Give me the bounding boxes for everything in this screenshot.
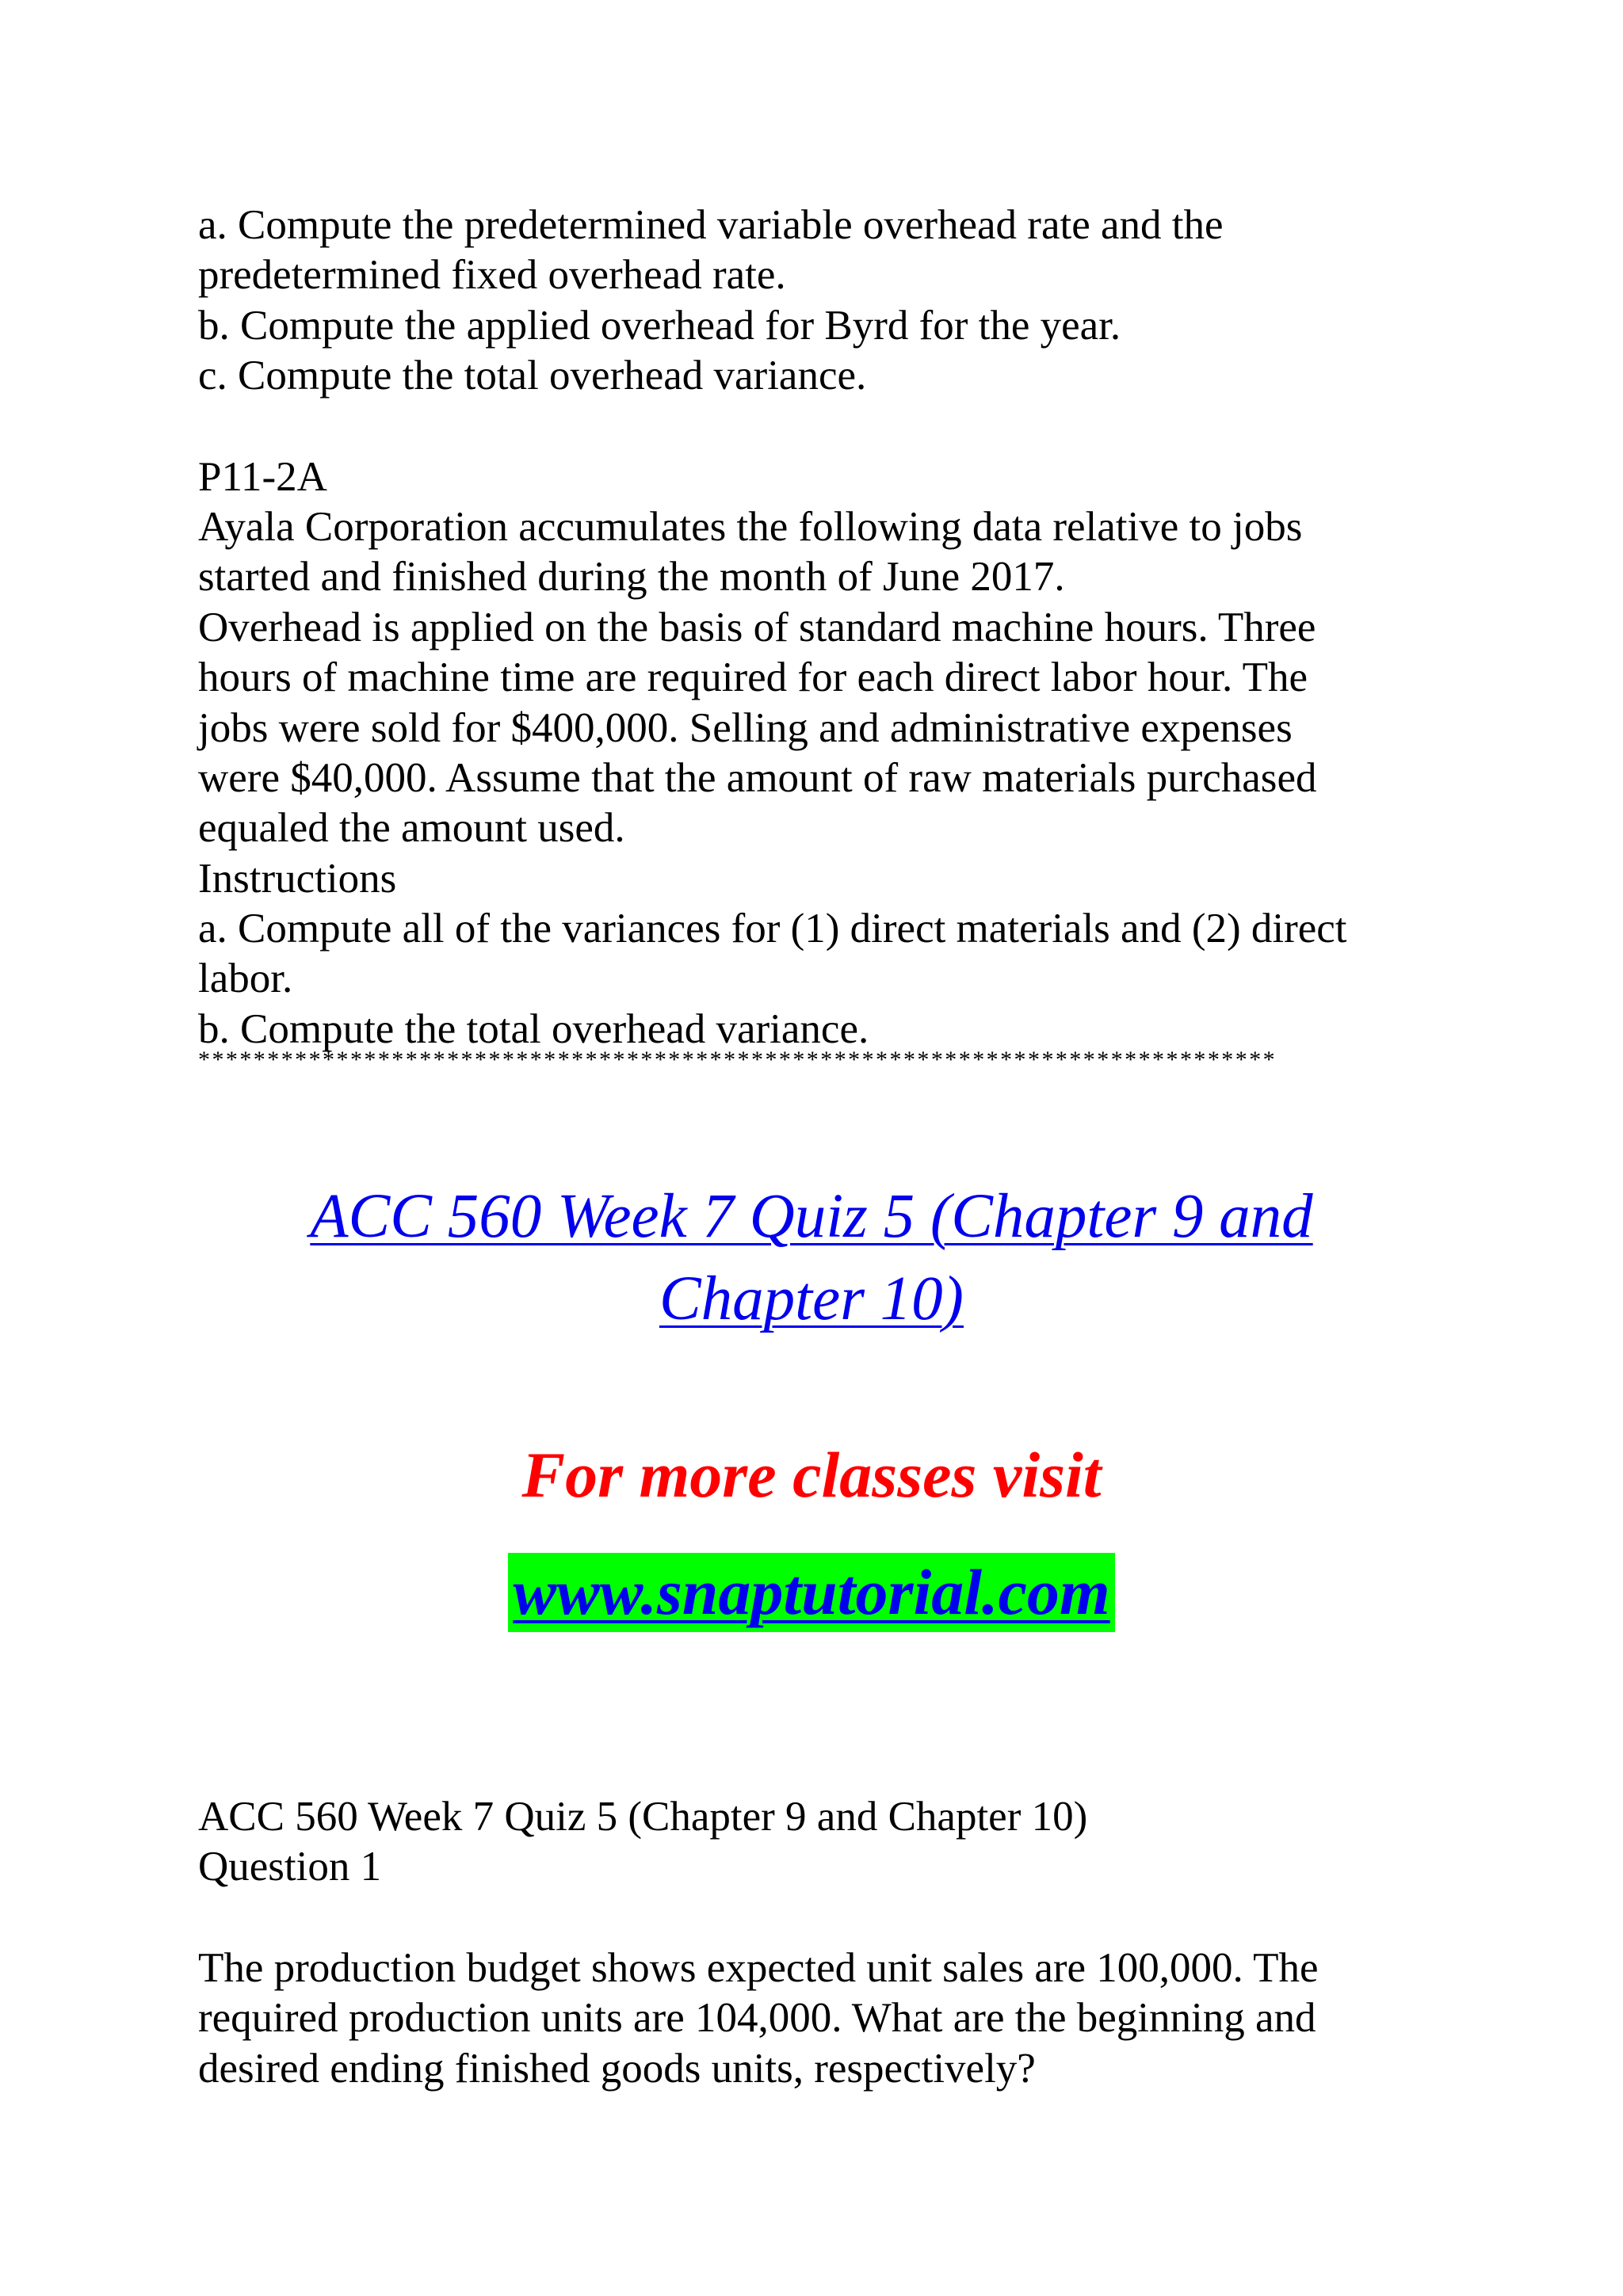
problem-text-line: b. Compute the total overhead variance. [198,1006,869,1052]
problem-text-line: a. Compute all of the variances for (1) direct materials and (2) direct [198,906,1347,952]
problem-text-line: Ayala Corporation accumulates the following data relative to jobs [198,504,1303,550]
problem-text-line: Overhead is applied on the basis of standard machine hours. Three [198,605,1316,650]
instruction-line: b. Compute the applied overhead for Byrd for the year. [198,303,1121,349]
promo-text: For more classes visit [521,1439,1102,1511]
instructions-label: Instructions [198,856,397,902]
problem-text-line: jobs were sold for $400,000. Selling and administrative expenses [198,705,1293,751]
instruction-line: predetermined fixed overhead rate. [198,252,786,298]
instruction-line: a. Compute the predetermined variable overhead rate and the [198,202,1224,248]
problem-text-line: labor. [198,955,293,1001]
title-link[interactable]: ACC 560 Week 7 Quiz 5 (Chapter 9 and [310,1182,1313,1251]
quiz-title: ACC 560 Week 7 Quiz 5 (Chapter 9 and Chapter 10) [198,1794,1088,1840]
question-text-line: required production units are 104,000. What are the beginning and [198,1995,1316,2041]
question-text-line: The production budget shows expected unit sales are 100,000. The [198,1945,1319,1991]
problem-text-line: hours of machine time are required for each direct labor hour. The [198,654,1308,700]
website-link[interactable]: www.snaptutorial.com [508,1553,1114,1632]
problem-text-line: started and finished during the month of June 2017. [198,554,1065,600]
problem-heading: P11-2A [198,454,327,500]
question-number: Question 1 [198,1844,382,1890]
problem-text-line: were $40,000. Assume that the amount of raw materials purchased [198,755,1317,801]
title-link-line-1 [0,1179,1623,1255]
title-link-line-2 [0,1261,1623,1337]
asterisk-separator: ****************************************************************************** [198,1047,1277,1073]
problem-text-line: equaled the amount used. [198,805,625,851]
instruction-line: c. Compute the total overhead variance. [198,353,867,399]
question-text-line: desired ending finished goods units, respectively? [198,2046,1036,2092]
title-link-continued[interactable]: Chapter 10) [659,1264,964,1333]
website-wrapper [0,1553,1623,1632]
